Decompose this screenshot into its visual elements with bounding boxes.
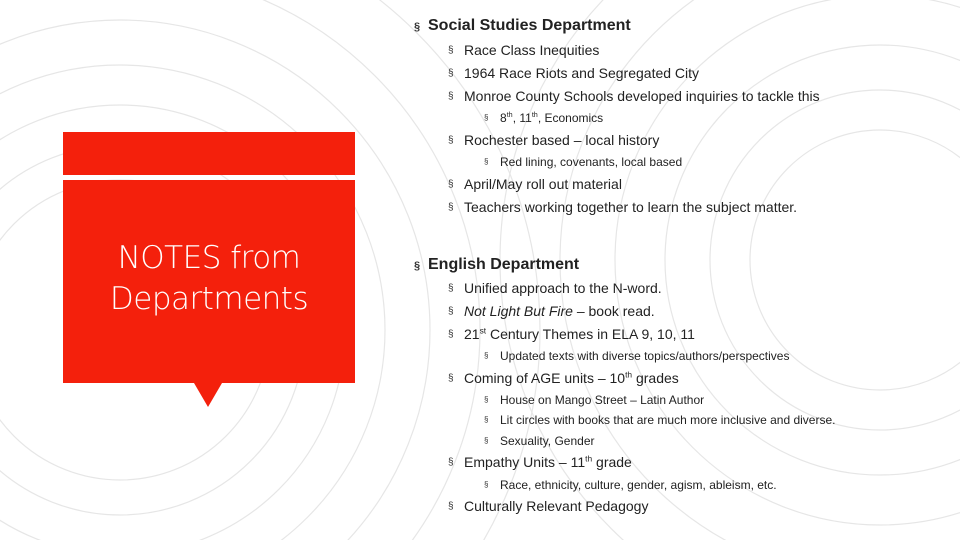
list-item: [448, 303, 655, 319]
slide-title-line-1: NOTES from: [117, 240, 301, 276]
bullet-icon: §: [484, 157, 489, 166]
english-heading: [414, 256, 579, 274]
item-text: Culturally Relevant Pedagogy: [464, 498, 649, 514]
bullet-icon: §: [448, 179, 454, 190]
bullet-icon: §: [448, 501, 454, 512]
bullet-icon: §: [448, 45, 454, 56]
bullet-icon: §: [448, 329, 454, 340]
sub-list-item: [484, 155, 682, 169]
bullet-icon: §: [414, 260, 421, 272]
sub-list-item: [484, 111, 603, 125]
bullet-icon: §: [448, 135, 454, 146]
item-text: Lit circles with books that are much more inclusive and diverse.: [500, 413, 836, 427]
bullet-icon: §: [448, 283, 454, 294]
item-text: Unified approach to the N-word.: [464, 280, 662, 296]
bullet-icon: §: [484, 415, 489, 424]
slide-title: [63, 238, 355, 320]
item-text: Race Class Inequities: [464, 42, 600, 58]
bullet-icon: §: [484, 436, 489, 445]
item-text: Not Light But Fire – book read.: [464, 303, 655, 319]
bullet-icon: §: [448, 306, 454, 317]
item-text: Coming of AGE units – 10th grades: [464, 369, 679, 386]
list-item: [448, 132, 659, 148]
item-text: House on Mango Street – Latin Author: [500, 393, 705, 407]
sub-list-item: [484, 413, 835, 427]
item-text: Red lining, covenants, local based: [500, 155, 683, 169]
heading-text: Social Studies Department: [428, 17, 631, 34]
item-text: 1964 Race Riots and Segregated City: [464, 65, 700, 81]
list-item: [448, 370, 679, 386]
bullet-icon: §: [448, 68, 454, 79]
bullet-icon: §: [414, 21, 421, 33]
list-item: [448, 498, 648, 514]
bullet-icon: §: [448, 202, 454, 213]
heading-text: English Department: [428, 256, 580, 273]
item-text: 21st Century Themes in ELA 9, 10, 11: [464, 325, 695, 342]
title-panel-pointer: [194, 383, 222, 407]
item-text: Sexuality, Gender: [500, 434, 595, 448]
item-text: Race, ethnicity, culture, gender, agism, ableism, etc.: [500, 478, 777, 492]
item-text: Teachers working together to learn the subject matter.: [464, 199, 798, 215]
bullet-icon: §: [448, 91, 454, 102]
item-text: Empathy Units – 11th grade: [464, 453, 632, 470]
list-item: [448, 454, 632, 470]
bullet-icon: §: [448, 373, 454, 384]
list-item: [448, 42, 599, 58]
sub-list-item: [484, 478, 777, 492]
bullet-icon: §: [448, 457, 454, 468]
sub-list-item: [484, 434, 595, 448]
slide-title-line-2: Departments: [109, 281, 309, 317]
item-text: Updated texts with diverse topics/authors/perspectives: [500, 349, 790, 363]
list-item: [448, 176, 622, 192]
list-item: [448, 65, 699, 81]
bullet-icon: §: [484, 395, 489, 404]
accent-strip: [63, 132, 355, 175]
list-item: [448, 280, 662, 296]
item-text: 8th, 11th, Economics: [500, 110, 604, 125]
list-item: [448, 199, 797, 215]
list-item: [448, 326, 695, 342]
bullet-icon: §: [484, 480, 489, 489]
sub-list-item: [484, 393, 704, 407]
list-item: [448, 88, 820, 104]
sub-list-item: [484, 349, 789, 363]
item-text: April/May roll out material: [464, 176, 622, 192]
social-studies-heading: [414, 17, 631, 35]
item-text: Rochester based – local history: [464, 132, 660, 148]
bullet-icon: §: [484, 113, 489, 122]
item-text: Monroe County Schools developed inquiries to tackle this: [464, 88, 820, 104]
bullet-icon: §: [484, 351, 489, 360]
